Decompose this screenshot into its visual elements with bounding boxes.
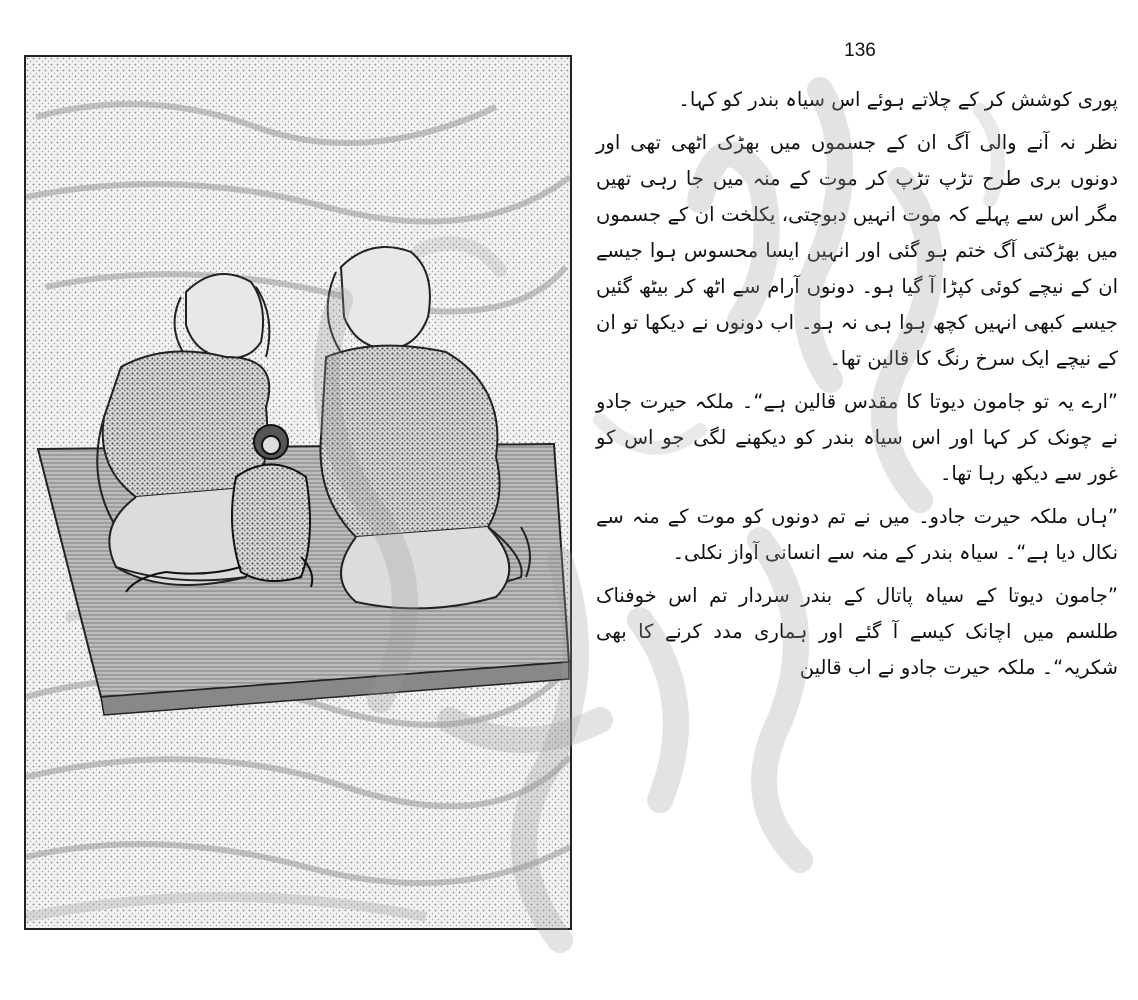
illustration: [24, 55, 572, 930]
paragraph: ”ہاں ملکہ حیرت جادو۔ میں نے تم دونوں کو موت کے منہ سے نکال دیا ہے“۔ سیاہ بندر کے منہ سے انسانی آواز نکلی۔: [596, 505, 1118, 564]
paragraph: نظر نہ آنے والی آگ ان کے جسموں میں بھڑک اٹھی تھی اور دونوں بری طرح تڑپ تڑپ کر موت کے منہ میں جا رہی تھیں مگر اس سے پہلے کہ موت انہیں دبوچتی، یکلخت ان کے جسموں میں بھڑکتی آگ ختم ہو گئی اور انہیں ایسا محسوس ہوا جیسے ان کے نیچے کوئی کپڑا آ گیا ہو۔ دونوں آرام سے اٹھ کر بیٹھ گئیں جیسے کبھی انہیں کچھ ہوا ہی نہ ہو۔ اب دونوں نے دیکھا تو ان کے نیچے ایک سرخ رنگ کا قالین تھا۔: [596, 131, 1118, 370]
paragraph: ”جامون دیوتا کے سیاہ پاتال کے بندر سردار تم اس خوفناک طلسم میں اچانک کیسے آ گئے اور ہماری مدد کرنے کا بھی شکریہ“۔ ملکہ حیرت جادو نے اب قالین: [596, 584, 1118, 679]
illustration-drawing: [26, 57, 570, 928]
page-number: 136: [844, 40, 876, 61]
paragraph: پوری کوشش کر کے چلاتے ہوئے اس سیاہ بندر کو کہا۔: [678, 88, 1118, 111]
story-text: [596, 82, 1118, 693]
paragraph: ”ارے یہ تو جامون دیوتا کا مقدس قالین ہے“۔ ملکہ حیرت جادو نے چونک کر کہا اور اس سیاہ بندر کو دیکھنے لگی جو اس کو غور سے دیکھ رہا تھا۔: [596, 390, 1118, 485]
